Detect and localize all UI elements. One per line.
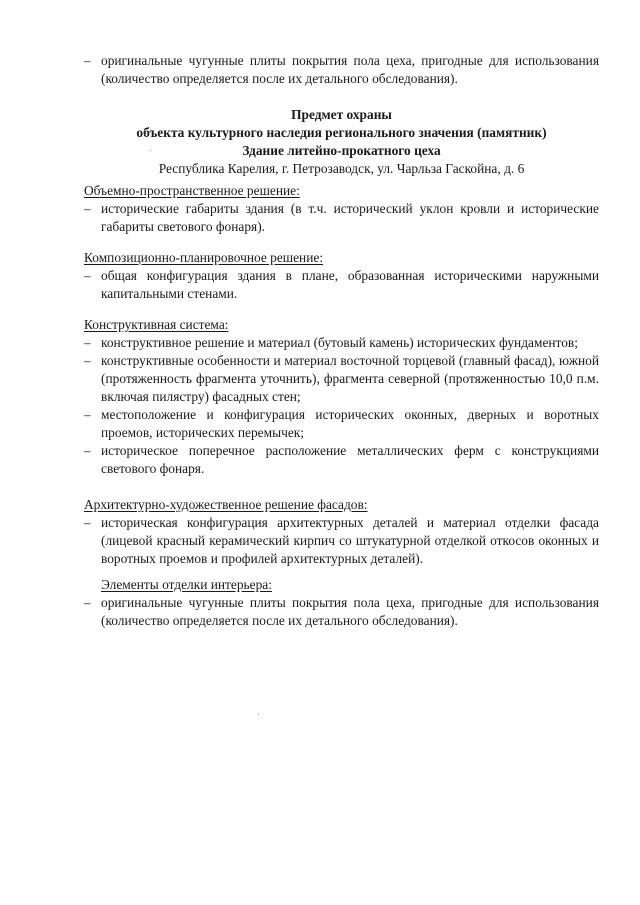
section-heading: Композиционно-планировочное решение: <box>84 250 324 265</box>
list-dash: – <box>84 595 91 610</box>
section-heading: Архитектурно-художественное решение фасадов: <box>84 497 368 512</box>
section-facades <box>84 496 599 568</box>
list-item <box>84 406 599 442</box>
list-item <box>84 442 599 478</box>
list-item-text: оригинальные чугунные плиты покрытия пола цеха, пригодные для использования (количество определяется после их детального обследования). <box>101 595 599 628</box>
top-item-block <box>84 52 599 88</box>
section-composition <box>84 249 599 303</box>
list-item-text: исторические габариты здания (в т.ч. исторический уклон кровли и исторические габариты светового фонаря). <box>101 201 599 234</box>
section-structure <box>84 316 599 478</box>
title-line-3: Здание литейно-прокатного цеха <box>242 143 441 158</box>
list-item-text: общая конфигурация здания в плане, образованная историческими наружными капитальными стенами. <box>101 268 599 301</box>
list-item <box>84 267 599 303</box>
list-item <box>84 200 599 236</box>
list-dash: – <box>84 201 91 216</box>
scan-speck <box>150 150 151 151</box>
section-interior <box>84 576 599 630</box>
title-line-1: Предмет охраны <box>291 107 392 122</box>
list-dash: – <box>84 268 91 283</box>
section-heading: Элементы отделки интерьера: <box>101 577 272 592</box>
list-item <box>84 594 599 630</box>
section-heading: Объемно-пространственное решение: <box>84 183 300 198</box>
title-address: Республика Карелия, г. Петрозаводск, ул. Чарльза Гаскойна, д. 6 <box>158 161 525 176</box>
scan-speck <box>258 714 259 715</box>
list-item-text: конструктивное решение и материал (бутовый камень) исторических фундаментов; <box>101 335 578 350</box>
list-item-text: историческое поперечное расположение металлических ферм с конструкциями светового фонаря. <box>101 443 599 476</box>
list-item-text: конструктивные особенности и материал восточной торцевой (главный фасад), южной (протяженность фрагмента уточнить), фрагмента северной (протяженностью 10,0 п.м. включая пилястру) фасадных стен; <box>101 353 599 404</box>
list-item-text: местоположение и конфигурация исторических оконных, дверных и воротных проемов, исторических перемычек; <box>101 407 599 440</box>
title-line-2: объекта культурного наследия регионального значения (памятник) <box>136 125 547 140</box>
list-dash: – <box>84 515 91 530</box>
list-item <box>84 52 599 88</box>
list-item <box>84 352 599 406</box>
list-item <box>84 334 599 352</box>
list-dash: – <box>84 335 91 350</box>
section-heading: Конструктивная система: <box>84 317 229 332</box>
section-volume <box>84 182 599 236</box>
document-title <box>84 106 599 178</box>
list-dash: – <box>84 407 91 422</box>
list-item <box>84 514 599 568</box>
list-dash: – <box>84 443 91 458</box>
list-item-text: историческая конфигурация архитектурных деталей и материал отделки фасада (лицевой красный керамический кирпич со штукатурной отделкой откосов оконных и воротных проемов и профилей архитектурных деталей). <box>101 515 599 566</box>
list-item-text: оригинальные чугунные плиты покрытия пола цеха, пригодные для использования (количество определяется после их детального обследования). <box>101 53 599 86</box>
list-dash: – <box>84 53 91 68</box>
list-dash: – <box>84 353 91 368</box>
